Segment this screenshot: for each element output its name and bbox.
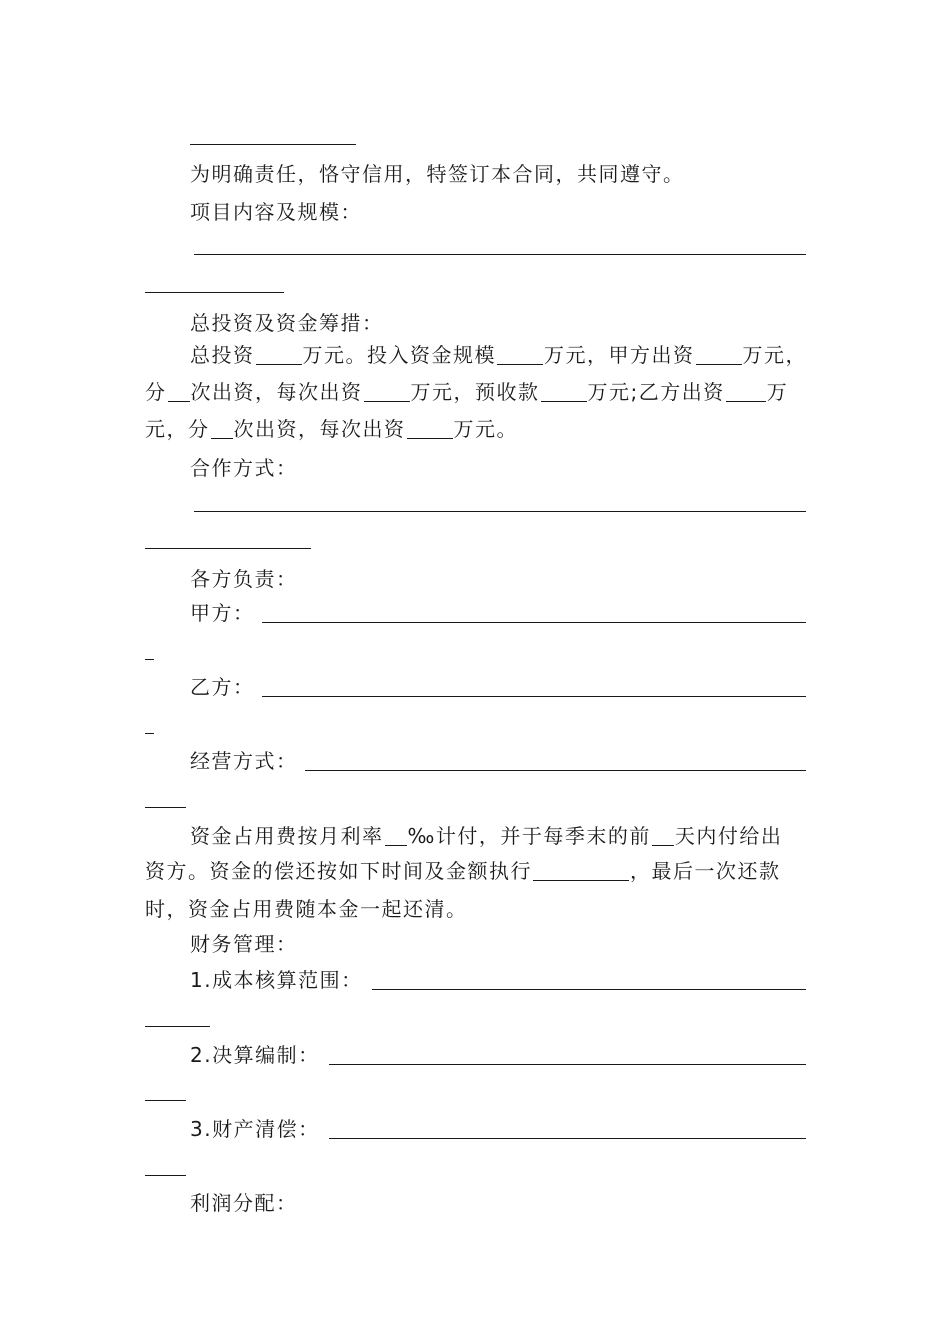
intro-paragraph: 为明确责任，恪守信用，特签订本合同，共同遵守。 xyxy=(190,162,685,186)
cooperation-blank-line-1 xyxy=(194,511,806,512)
settlement-label: 2.决算编制： xyxy=(190,1043,320,1067)
payment-days-blank xyxy=(652,827,674,846)
repayment-text: 资方。资金的偿还按如下时间及金额执行 xyxy=(145,859,532,883)
interest-line-1 xyxy=(190,823,782,849)
advance-label: ，预收款 xyxy=(453,380,540,404)
project-heading: 项目内容及规模： xyxy=(190,200,362,224)
wanyuan-unit: 万元 xyxy=(302,343,346,367)
cost-scope-blank-line-2 xyxy=(145,1026,210,1027)
finance-heading: 财务管理： xyxy=(190,932,298,956)
party-b-per-installment-blank xyxy=(407,420,453,439)
party-b-contribution-blank xyxy=(726,383,766,402)
settlement-blank-line-1 xyxy=(329,1064,806,1065)
wanyuan-unit: 万元 xyxy=(587,380,631,404)
property-blank-line-1 xyxy=(329,1138,806,1139)
party-a-blank-line-2 xyxy=(145,659,154,660)
investment-line-3 xyxy=(145,416,518,442)
cost-scope-blank-line-1 xyxy=(372,989,806,990)
investment-heading: 总投资及资金筹措： xyxy=(190,311,384,335)
party-a-contribution-label: ，甲方出资 xyxy=(587,343,695,367)
advance-blank xyxy=(541,383,587,402)
operation-blank-line-2 xyxy=(145,807,186,808)
party-a-blank-line-1 xyxy=(262,622,806,623)
party-b-installments-blank xyxy=(211,420,233,439)
cost-scope-label: 1.成本核算范围： xyxy=(190,968,363,992)
party-b-blank-line-2 xyxy=(145,733,154,734)
total-investment-blank xyxy=(256,346,302,365)
per-installment-blank xyxy=(364,383,410,402)
operation-blank-line-1 xyxy=(305,770,806,771)
responsibility-heading: 各方负责： xyxy=(190,567,298,591)
payment-days-text: 天内付给出 xyxy=(674,824,783,848)
wanyuan-unit: 万元 xyxy=(742,343,786,367)
interest-payment-text: ‰计付，并于每季末的前 xyxy=(407,824,651,848)
wan-unit: 万 xyxy=(766,380,789,404)
wanyuan-unit: 万元 xyxy=(544,343,587,367)
repayment-schedule-blank xyxy=(533,862,629,881)
wanyuan-period: 万元。 xyxy=(453,417,518,441)
interest-line-3: 时，资金占用费随本金一起还清。 xyxy=(145,897,468,921)
cooperation-heading: 合作方式： xyxy=(190,456,298,480)
signature-blank-line xyxy=(190,144,356,145)
party-b-contribution-label: ;乙方出资 xyxy=(630,380,725,404)
project-blank-line-1 xyxy=(194,254,806,255)
interest-rate-blank xyxy=(385,827,407,846)
wanyuan-unit: 万元 xyxy=(410,380,454,404)
yuan-label: 元， xyxy=(145,417,188,441)
fen-label: 分 xyxy=(145,380,167,404)
property-blank-line-2 xyxy=(145,1175,186,1176)
party-b-label: 乙方： xyxy=(190,675,255,699)
party-a-contribution-blank xyxy=(696,346,742,365)
profit-heading: 利润分配： xyxy=(190,1191,298,1215)
fund-scale-blank xyxy=(497,346,543,365)
cooperation-blank-line-2 xyxy=(145,548,311,549)
installments-blank xyxy=(168,383,190,402)
interest-line-2 xyxy=(145,858,781,884)
party-b-blank-line-1 xyxy=(262,696,806,697)
interest-rate-text: 资金占用费按月利率 xyxy=(190,824,384,848)
times-label: 次出资，每次出资 xyxy=(233,417,406,441)
last-repayment-text: ，最后一次还款 xyxy=(630,859,781,883)
party-a-label: 甲方： xyxy=(190,601,255,625)
operation-label: 经营方式： xyxy=(190,749,298,773)
investment-line-2 xyxy=(145,379,788,405)
investment-line-1 xyxy=(190,342,807,368)
comma: ， xyxy=(785,343,807,367)
project-blank-line-2 xyxy=(145,292,284,293)
times-label: 次出资，每次出资 xyxy=(190,380,363,404)
settlement-blank-line-2 xyxy=(145,1100,186,1101)
total-investment-label: 总投资 xyxy=(190,343,255,367)
fund-scale-label: 。投入资金规模 xyxy=(345,343,496,367)
fen-label: 分 xyxy=(188,417,210,441)
property-label: 3.财产清偿： xyxy=(190,1117,320,1141)
